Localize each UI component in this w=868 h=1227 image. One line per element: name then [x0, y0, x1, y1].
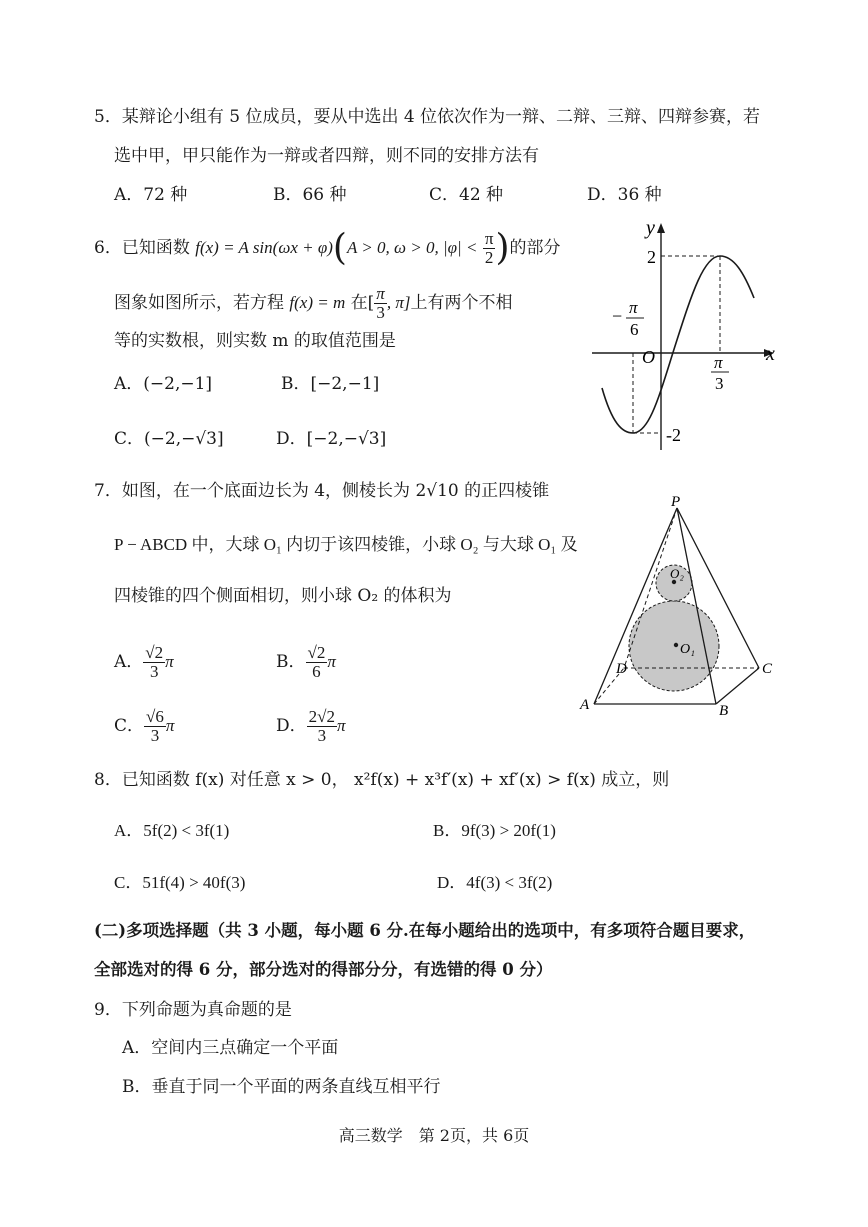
left-tick-den: 6	[630, 320, 639, 339]
q7-option-d-den: 3	[317, 726, 327, 745]
q6-paren-open: (	[332, 227, 347, 269]
q6-line2	[114, 283, 512, 323]
q9-option-a: A．空间内三点确定一个平面	[122, 1038, 339, 1058]
q7-line3: 四棱锥的四个侧面相切，则小球 O₂ 的体积为	[114, 586, 452, 606]
q7-pyramid-figure	[574, 496, 804, 726]
q8-line1: 8．已知函数 f(x) 对任意 x > 0， x²f(x) + x³f′(x) + xf′(x) > f(x) 成立，则	[94, 770, 670, 790]
q7-option-b-den: 6	[312, 662, 321, 681]
q5-line2: 选中甲，甲只能作为一辩或者四辩，则不同的安排方法有	[114, 146, 539, 166]
q7-option-d-letter: D．	[276, 716, 307, 736]
label-d: D	[616, 661, 627, 677]
q7-line2: P − ABCD 中，大球 O₁ 内切于该四棱锥，小球 O₂ 与大球 O₁ 及	[114, 535, 578, 554]
q6-function: f(x) = A sin(ωx + φ)	[195, 238, 333, 257]
q5-option-a: A．72 种	[114, 185, 188, 205]
q6-cond-frac	[483, 230, 496, 267]
origin-label: O	[642, 347, 655, 367]
q6-interval-frac-d: 3	[376, 303, 385, 322]
q6-cond-frac-n: π	[484, 229, 494, 248]
min-label: -2	[666, 425, 681, 445]
q7-option-d-pi: π	[336, 716, 346, 735]
max-label: 2	[647, 247, 656, 267]
q7-option-d-num: 2√2	[308, 707, 335, 726]
q9-option-b: B．垂直于同一个平面的两条直线互相平行	[122, 1077, 441, 1097]
q6-cond-frac-d: 2	[484, 248, 494, 267]
q7-option-c-pi: π	[165, 716, 175, 735]
q6-line2-text: 图象如图所示，若方程	[114, 293, 290, 313]
q7-option-a-letter: A．	[114, 652, 144, 672]
q7-option-c-num: √6	[146, 707, 164, 726]
center-o1	[674, 643, 678, 647]
right-tick-num: π	[714, 353, 723, 372]
q7-option-c-den: 3	[150, 726, 160, 745]
label-a: A	[580, 697, 590, 713]
y-label: y	[646, 218, 655, 239]
q7-option-b-pi: π	[327, 652, 336, 671]
q6-conditions: A > 0, ω > 0, |φ| <	[346, 238, 478, 257]
q7-option-c-letter: C．	[114, 716, 145, 736]
q7-option-a-den: 3	[149, 662, 159, 681]
q5-option-c: C．42 种	[429, 185, 504, 205]
q6-equation: f(x) = m	[289, 293, 346, 312]
q7-option-b-frac	[306, 644, 328, 681]
q7-option-a-pi: π	[165, 652, 174, 671]
q7-option-b-num: √2	[307, 643, 326, 662]
q8-option-d: D．4f(3) < 3f(2)	[437, 873, 553, 892]
big-sphere-o1	[629, 601, 719, 691]
q6-line1-text: 6．已知函数	[94, 238, 196, 258]
label-o1: O₁	[680, 642, 695, 657]
page-footer: 高三数学 第 2页，共 6页	[338, 1126, 530, 1145]
q6-option-d: D．[−2,−√3]	[276, 429, 387, 449]
left-tick-sign: −	[612, 306, 623, 326]
label-c: C	[762, 661, 773, 677]
q7-option-c-frac	[144, 708, 166, 745]
q5-line1: 5．某辩论小组有 5 位成员，要从中选出 4 位依次作为一辩、二辩、三辩、四辩参赛，若	[94, 107, 761, 127]
q7-option-c	[114, 704, 174, 748]
q6-interval-frac	[374, 285, 387, 322]
q6-paren-close: )	[495, 227, 510, 269]
q8-option-c: C．51f(4) > 40f(3)	[114, 873, 246, 892]
q7-option-b	[276, 640, 336, 684]
left-tick-num: π	[629, 298, 638, 317]
q6-option-c: C．(−2,−√3]	[114, 429, 224, 449]
y-axis-arrow	[657, 223, 665, 233]
section2-line1: (二)多项选择题（共 3 小题，每小题 6 分.在每小题给出的选项中，有多项符合题目要求，	[94, 921, 756, 940]
q6-option-b: B．[−2,−1]	[281, 374, 380, 394]
sine-curve	[602, 256, 754, 433]
q8-option-b: B．9f(3) > 20f(1)	[433, 821, 556, 840]
section2-line2: 全部选对的得 6 分，部分选对的得部分分，有选错的得 0 分）	[94, 960, 553, 979]
q6-bracket-l: [	[367, 293, 375, 313]
q8-option-a: A．5f(2) < 3f(1)	[114, 821, 230, 840]
q6-interval-frac-n: π	[376, 284, 385, 303]
right-tick-den: 3	[715, 374, 724, 393]
label-b: B	[719, 703, 729, 719]
q5-option-d: D．36 种	[587, 185, 662, 205]
edge-bc	[716, 668, 759, 704]
q6-line3: 等的实数根，则实数 m 的取值范围是	[114, 331, 396, 351]
label-p: P	[671, 496, 681, 510]
label-o2: O₂	[670, 566, 684, 581]
q6-line2-tail: 上有两个不相	[410, 293, 513, 313]
q7-option-a-num: √2	[145, 643, 164, 662]
q6-interval-r: , π]	[386, 293, 411, 312]
q6-line1-tail: 的部分	[509, 238, 561, 258]
q7-line1: 7．如图，在一个底面边长为 4，侧棱长为 2√10 的正四棱锥	[94, 481, 550, 501]
q6-line1	[94, 228, 561, 269]
q7-option-d-frac	[307, 708, 337, 745]
q7-option-a-frac	[143, 644, 165, 681]
q5-option-b: B．66 种	[273, 185, 347, 205]
q9-line1: 9．下列命题为真命题的是	[94, 1000, 292, 1020]
q6-option-a: A．(−2,−1]	[114, 374, 213, 394]
q7-option-b-letter: B．	[276, 652, 306, 672]
q6-sine-graph	[588, 218, 788, 458]
q7-option-a	[114, 640, 174, 684]
q7-option-d	[276, 704, 346, 748]
q6-line2-in: 在	[345, 293, 368, 313]
x-label: x	[766, 343, 775, 365]
